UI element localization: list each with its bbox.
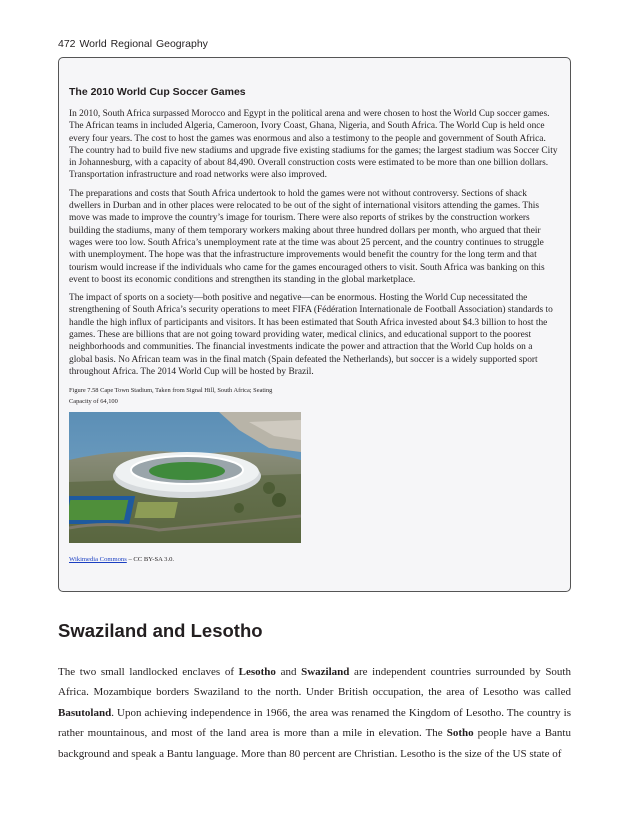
feature-paragraph: In 2010, South Africa surpassed Morocco and Egypt in the political arena and were chosen to host the World Cup soccer games. The African teams in included Algeria, Cameroon, Ivory Coast, Ghana, Nigeria, and South Africa. The World Cup is held once every four years. The cost to host the games was enormous and also a testimony to the people and government of South Africa. The country had to build five new stadiums and upgrade five existing stadiums for the games; the largest stadium was Soccer City in Johannesburg, with a capacity of about 84,490. Overall construction costs were estimated to be more than one billion dollars. Transportation infrastructure and road networks were also improved. <box>69 109 558 181</box>
term-sotho: Sotho <box>446 727 474 740</box>
photo-credit <box>69 556 558 563</box>
text-run: and <box>275 666 302 678</box>
text-run: people have a Bantu background and speak a Bantu language. More than 80 percent are Christian. Lesotho is the size of the US state of <box>58 727 571 760</box>
text-run: The two small landlocked enclaves of <box>58 666 239 678</box>
term-basutoland: Basutoland <box>58 706 112 719</box>
term-swaziland: Swaziland <box>301 666 350 678</box>
feature-paragraph: The preparations and costs that South Africa undertook to hold the games were not without controversy. Sections of shack dwellers in Durban and in other places were relocated to be out of the sight of international visitors attending the games. This move was made to improve the country’s image for tourism. There were also reports of strikes by the construction workers building the stadiums, many of them temporary workers making about three hundred dollars per month, who argued that their wages were too low. South Africa’s unemployment rate at the time was about 25 percent, and the country continues to struggle with unemployment. The hope was that the infrastructure improvements would benefit the country for the long term and that tourism would increase if the individuals who came for the games encouraged others to visit. South Africa was banking on this event to boost its economic conditions and strengthen its standing in the global marketplace. <box>69 188 545 285</box>
credit-license: – CC BY-SA 3.0. <box>126 556 175 564</box>
book-title: World Regional Geography <box>79 38 208 50</box>
feature-paragraph: The impact of sports on a society—both positive and negative—can be enormous. Hosting the World Cup necessitated the strengthening of South Africa’s security operations to meet FIFA (Fédération Internationale de Football Association) standards to handle the high influx of participants and visitors. It has been estimated that South Africa invested about $4.3 billion to host the games. These are billions that are not going toward providing water, medical clinics, and educational support to the poorest neighborhoods and communities. The financial investments indicate the power and attraction that the World Cup holds on a global basis. No African team was in the final match (Spain defeated the Netherlands), but soccer is a widely supported sport throughout Africa. The 2014 World Cup will be hosted by Brazil. <box>69 293 553 377</box>
text-run: are independent countries surrounded by South Africa. Mozambique borders Swaziland to the north. Under British occupation, the area of Lesotho was called <box>58 666 571 699</box>
figure-caption: Figure 7.58 Cape Town Stadium, Taken from Signal Hill, South Africa; Seating Capacity of 64,100 <box>69 387 273 406</box>
page-number: 472 <box>58 38 76 50</box>
text-run: . Upon achieving independence in 1966, the area was renamed the Kingdom of Lesotho. The country is rather mountainous, and most of the land area is more than a mile in elevation. The <box>58 706 571 740</box>
wikimedia-commons-link[interactable]: Wikimedia Commons <box>69 556 127 564</box>
section-paragraph <box>58 662 571 764</box>
feature-box-title: The 2010 World Cup Soccer Games <box>69 86 246 98</box>
running-head <box>58 38 208 50</box>
feature-box <box>58 57 571 592</box>
stadium-photo <box>69 412 301 543</box>
term-lesotho: Lesotho <box>238 666 276 678</box>
section-heading: Swaziland and Lesotho <box>58 620 263 641</box>
